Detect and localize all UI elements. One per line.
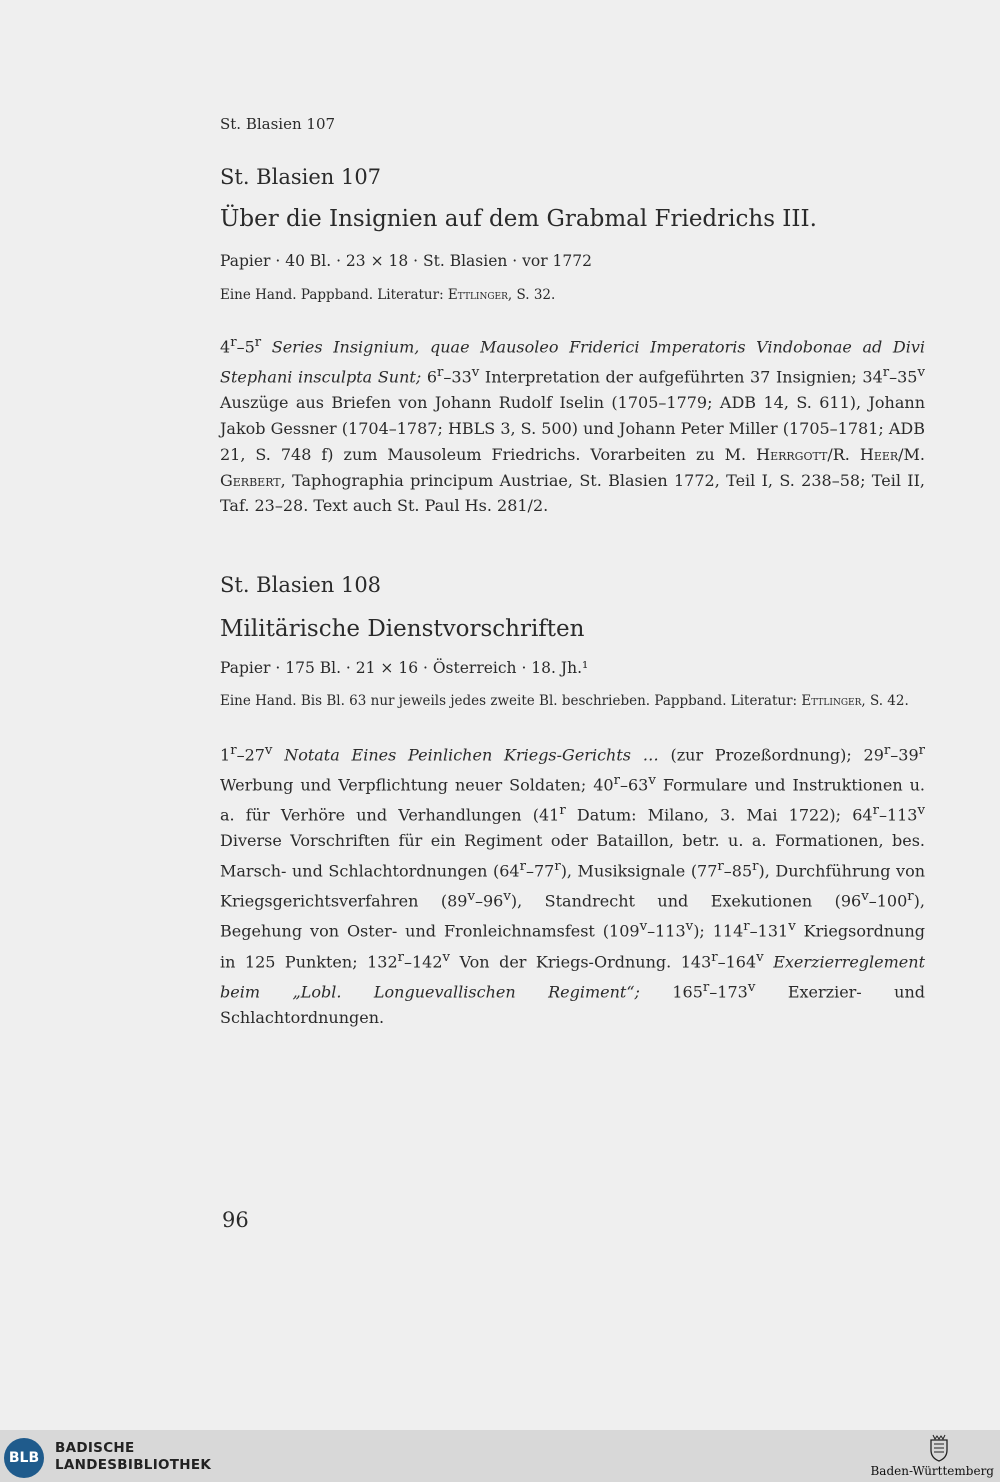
coat-of-arms-icon xyxy=(928,1434,950,1462)
entry2-meta: Papier · 175 Bl. · 21 × 16 · Österreich · 18. Jh.¹ xyxy=(220,659,589,677)
entry2-note xyxy=(220,693,930,709)
entry1-description: 4$^r$–5$^r$ Series Insignium, quae Mausoleo Friderici Imperatoris Vindobonae ad Divi Stephani insculpta Sunt; 6$^r$–33$^v$ Interpretation der aufgeführten 37 Insignien; 34$^r$–35$^v$ Auszüge aus Briefen von Johann Rudolf Iselin (1705–1779; ADB 14, S. 611), Johann Jakob Gessner (1704–1787; HBLS 3, S. 500) und Johann Peter Miller (1705–1781; ADB 21, S. 748 f) zum Mausoleum Friedrichs. Vorarbeiten zu M. Herrgott/R. Heer/M. Gerbert, Taphographia principum Austriae, St. Blasien 1772, Teil I, S. 238–58; Teil II, Taf. 23–28. Text auch St. Paul Hs. 281/2. xyxy=(220,335,926,516)
entry2-note-post: , S. 42. xyxy=(861,693,909,709)
running-head: St. Blasien 107 xyxy=(220,115,336,133)
library-footer xyxy=(0,1430,1000,1482)
entry1-note-pre: Eine Hand. Pappband. Literatur: xyxy=(220,287,448,303)
entry1-note-post: , S. 32. xyxy=(507,287,556,303)
blb-logo[interactable]: BLB xyxy=(4,1438,44,1478)
entry1-shelfmark: St. Blasien 107 xyxy=(220,165,382,189)
entry2-note-pre: Eine Hand. Bis Bl. 63 nur jeweils jedes zweite Bl. beschrieben. Pappband. Literatur: xyxy=(220,693,802,709)
entry2-note-author: Ettlinger xyxy=(801,693,862,709)
page-number: 96 xyxy=(222,1208,249,1232)
entry1-note-author: Ettlinger xyxy=(447,287,508,303)
entry2-title: Militärische Dienstvorschriften xyxy=(220,616,585,642)
state-name: Baden-Württemberg xyxy=(870,1464,994,1478)
entry2-shelfmark: St. Blasien 108 xyxy=(220,573,382,597)
library-name[interactable] xyxy=(55,1440,211,1474)
entry1-meta: Papier · 40 Bl. · 23 × 18 · St. Blasien · vor 1772 xyxy=(220,252,592,270)
library-name-line2: LANDESBIBLIOTHEK xyxy=(55,1457,212,1473)
entry1-title: Über die Insignien auf dem Grabmal Friedrichs III. xyxy=(220,206,817,232)
library-name-line1: BADISCHE xyxy=(55,1440,135,1456)
entry2-description: 1$^r$–27$^v$ Notata Eines Peinlichen Kriegs-Gerichts … (zur Prozeßordnung); 29$^r$–39$^r$ Werbung und Verpflichtung neuer Soldaten; 40$^r$–63$^v$ Formulare und Instruktionen u. a. für Verhöre und Verhandlungen (41$^r$ Datum: Milano, 3. Mai 1722); 64$^r$–113$^v$ Diverse Vorschriften für ein Regiment oder Bataillon, betr. u. a. Formationen, bes. Marsch- und Schlachtordnungen (64$^r$–77$^r$), Musiksignale (77$^r$–85$^r$), Durchführung von Kriegsgerichtsverfahren (89$^v$–96$^v$), Standrecht und Exekutionen (96$^v$–100$^r$), Begehung von Oster- und Fronleichnamsfest (109$^v$–113$^v$); 114$^r$–131$^v$ Kriegsordnung in 125 Punkten; 132$^r$–142$^v$ Von der Kriegs-Ordnung. 143$^r$–164$^v$ Exerzierreglement beim „Lobl. Longuevallischen Regiment“; 165$^r$–173$^v$ Exerzier- und Schlachtordnungen. xyxy=(220,743,926,1027)
entry1-note xyxy=(220,287,930,303)
